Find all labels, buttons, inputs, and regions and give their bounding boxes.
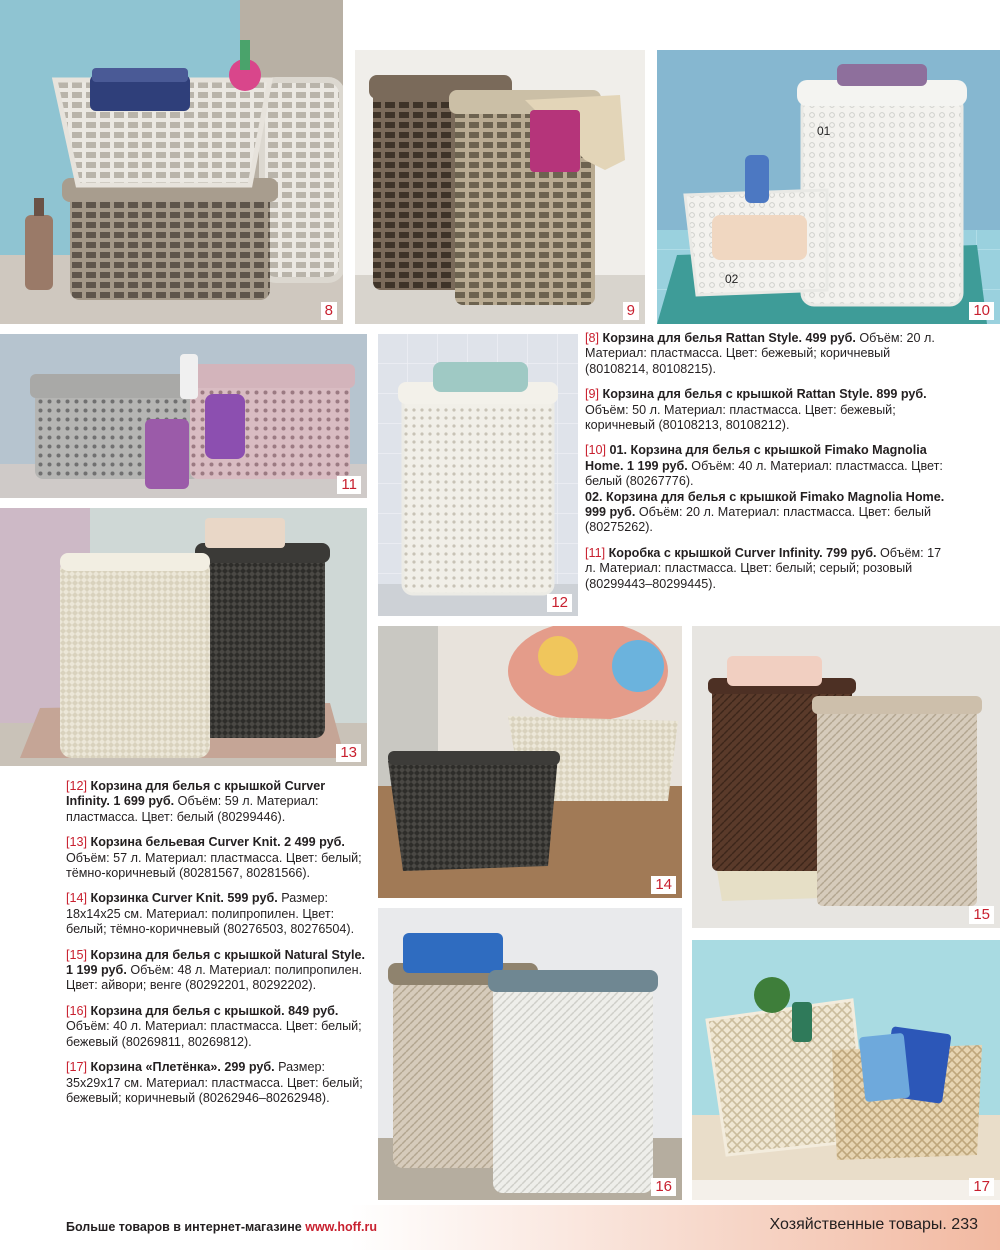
photo-number: 11 — [337, 476, 361, 494]
photo-13-knit-hampers — [0, 508, 367, 766]
product-descriptions-right — [585, 331, 953, 602]
product-desc-11 — [585, 546, 953, 592]
product-details: Размер: 18х14х25 см. Материал: полипропилен. Цвет: белый; тёмно-коричневый (80276503, 80276504). — [66, 891, 355, 937]
product-desc-13 — [66, 835, 368, 881]
product-ref: [11] — [585, 545, 606, 560]
product-title: Корзина для белья Rattan Style. 499 руб. — [602, 331, 856, 345]
product-descriptions-left — [66, 779, 368, 1116]
photo-number: 12 — [547, 594, 572, 612]
product-ref: [10] — [585, 443, 607, 458]
photo-number: 8 — [321, 302, 337, 320]
product-desc-8 — [585, 331, 953, 377]
product-desc-17 — [66, 1060, 368, 1106]
photo-17-pletenka-baskets — [692, 940, 1000, 1200]
photo-number: 13 — [336, 744, 361, 762]
product-details: Объём: 57 л. Материал: пластмасса. Цвет: белый; тёмно-коричневый (80281567, 80281566). — [66, 850, 362, 881]
product-desc-15 — [66, 948, 368, 994]
product-desc-16 — [66, 1004, 368, 1050]
product-details: Объём: 17 л. Материал: пластмасса. Цвет: белый; серый; розовый (80299443–80299445). — [585, 545, 942, 591]
photo-8-rattan-baskets — [0, 0, 343, 324]
product-details: Объём: 40 л. Материал: пластмасса. Цвет: белый; бежевый (80269811, 80269812). — [66, 1019, 362, 1049]
product-desc-10 — [585, 443, 953, 535]
product-ref: [14] — [66, 891, 88, 906]
photo-16-lidded-hampers — [378, 908, 682, 1200]
photo-number: 17 — [969, 1178, 994, 1196]
product-title: Коробка с крышкой Curver Infinity. 799 руб. — [608, 545, 877, 560]
product-title: Корзина «Плетёнка». 299 руб. — [90, 1060, 275, 1075]
product-ref: [17] — [66, 1060, 88, 1075]
product-title: Корзина для белья с крышкой. 849 руб. — [90, 1003, 339, 1018]
product-ref: [13] — [66, 835, 88, 850]
product-details: Объём: 20 л. Материал: пластмасса. Цвет: бежевый; коричневый (80108214, 80108215). — [585, 331, 935, 376]
item-label-01: 01 — [817, 124, 831, 138]
photo-11-infinity-boxes — [0, 334, 367, 498]
page-footer — [0, 1205, 1000, 1250]
product-ref: [16] — [66, 1003, 88, 1018]
photo-number: 15 — [969, 906, 994, 924]
product-details: Объём: 40 л. Материал: пластмасса. Цвет: белый (80267776). — [585, 458, 943, 489]
section-title-page-number: Хозяйственные товары. 233 — [769, 1216, 978, 1233]
product-desc-12 — [66, 779, 368, 825]
product-title: Корзина бельевая Curver Knit. 2 499 руб. — [90, 835, 345, 850]
product-details: Объём: 48 л. Материал: полипропилен. Цвет: айвори; венге (80292201, 80292202). — [66, 963, 363, 993]
photo-12-infinity-hamper — [378, 334, 578, 616]
photo-10-magnolia-baskets — [657, 50, 1000, 324]
product-title-second: 02. Корзина для белья с крышкой Fimako Magnolia Home. 999 руб. — [585, 489, 945, 520]
product-details: Объём: 50 л. Материал: пластмасса. Цвет: бежевый; коричневый (80108213, 80108212). — [585, 402, 896, 433]
product-title: Корзина для белья с крышкой Curver Infinity. 1 699 руб. — [66, 779, 326, 809]
product-title: Корзинка Curver Knit. 599 руб. — [90, 891, 278, 906]
photo-14-knit-baskets — [378, 626, 682, 898]
product-desc-9 — [585, 387, 953, 433]
photo-15-natural-style — [692, 626, 1000, 928]
footer-promo — [66, 1220, 377, 1234]
product-details-second: Объём: 20 л. Материал: пластмасса. Цвет: белый (80275262). — [585, 505, 931, 535]
product-title: Корзина для белья с крышкой Natural Style. 1 199 руб. — [66, 947, 366, 978]
item-label-02: 02 — [725, 272, 739, 286]
product-details: Объём: 59 л. Материал: пластмасса. Цвет: белый (80299446). — [66, 794, 319, 824]
product-ref: [8] — [585, 331, 600, 345]
product-ref: [9] — [585, 387, 600, 402]
product-title: Корзина для белья с крышкой Rattan Style. 899 руб. — [602, 387, 927, 402]
footer-promo-text: Больше товаров в интернет-магазине — [66, 1220, 306, 1234]
product-title: 01. Корзина для белья с крышкой Fimako Magnolia Home. 1 199 руб. — [585, 443, 927, 473]
photo-number: 10 — [969, 302, 994, 320]
photo-9-lidded-baskets — [355, 50, 645, 324]
store-link[interactable]: www.hoff.ru — [305, 1220, 377, 1234]
product-ref: [12] — [66, 779, 88, 793]
photo-number: 16 — [651, 1178, 676, 1196]
photo-number: 9 — [623, 302, 639, 320]
product-ref: [15] — [66, 947, 88, 962]
product-desc-14 — [66, 891, 368, 937]
photo-number: 14 — [651, 876, 676, 894]
product-details: Размер: 35х29х17 см. Материал: пластмасса. Цвет: белый; бежевый; коричневый (80262946–80262948). — [66, 1060, 363, 1105]
